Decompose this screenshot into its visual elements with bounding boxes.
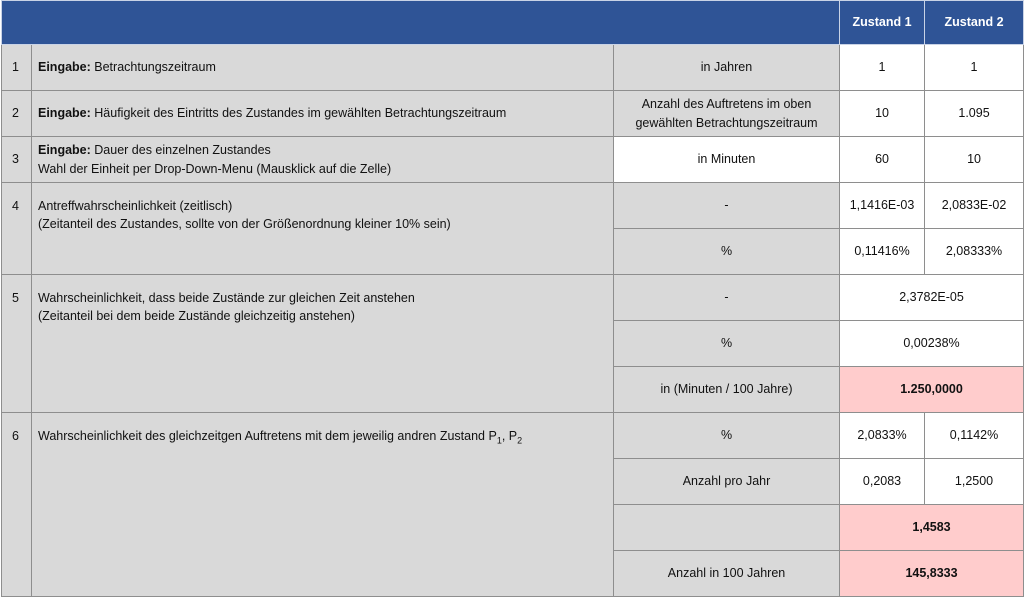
unit-cell: % — [614, 229, 840, 275]
label-separator: , P — [501, 429, 518, 443]
label-text: Betrachtungszeitraum — [90, 60, 216, 75]
unit-cell: % — [614, 413, 840, 459]
unit-dropdown[interactable]: in Minuten — [614, 137, 840, 183]
unit-cell: - — [614, 275, 840, 321]
row-label — [32, 137, 614, 183]
row-label — [32, 413, 614, 597]
input-cell[interactable]: 1 — [925, 45, 1024, 91]
subscript-1: 1 — [496, 435, 502, 446]
unit-cell: Anzahl in 100 Jahren — [614, 551, 840, 597]
unit-line: gewählten Betrachtungszeitraum — [635, 115, 818, 130]
label-bold: Eingabe: — [38, 143, 91, 158]
row-label — [32, 45, 614, 91]
value-cell: 2,08333% — [925, 229, 1024, 275]
unit-cell — [614, 91, 840, 137]
table-row — [2, 45, 1024, 91]
label-text-line2: (Zeitanteil bei dem beide Zustände gleichzeitig anstehen) — [38, 309, 355, 324]
value-cell: 1,2500 — [925, 459, 1024, 505]
label-text-line2: Wahl der Einheit per Drop-Down-Menu (Mausklick auf die Zelle) — [38, 161, 392, 176]
table-row — [2, 137, 1024, 183]
unit-cell: - — [614, 183, 840, 229]
value-cell: 2,0833E-02 — [925, 183, 1024, 229]
value-cell: 0,1142% — [925, 413, 1024, 459]
label-text: Häufigkeit des Eintritts des Zustandes im gewählten Betrachtungszeitraum — [90, 106, 507, 121]
unit-line: Anzahl des Auftretens im oben — [641, 97, 812, 112]
header-zustand-1: Zustand 1 — [840, 1, 925, 45]
row-number: 6 — [2, 413, 32, 597]
unit-cell: in Jahren — [614, 45, 840, 91]
unit-cell: Anzahl pro Jahr — [614, 459, 840, 505]
row-label — [32, 91, 614, 137]
label-text: Wahrscheinlichkeit, dass beide Zustände zur gleichen Zeit anstehen — [38, 291, 415, 305]
row-number: 5 — [2, 275, 32, 413]
label-text: Dauer des einzelnen Zustandes — [90, 143, 271, 158]
label-text: Wahrscheinlichkeit des gleichzeitgen Auftretens mit dem jeweilig andren Zustand P — [38, 429, 497, 443]
label-text: Antreffwahrscheinlichkeit (zeitlisch) — [38, 199, 233, 213]
label-text-line2: (Zeitanteil des Zustandes, sollte von der Größenordnung kleiner 10% sein) — [38, 217, 451, 232]
unit-cell: in (Minuten / 100 Jahre) — [614, 367, 840, 413]
input-cell[interactable]: 1 — [840, 45, 925, 91]
value-cell: 2,3782E-05 — [840, 275, 1024, 321]
table-row — [2, 275, 1024, 321]
value-cell: 2,0833% — [840, 413, 925, 459]
unit-cell-empty — [614, 505, 840, 551]
result-cell: 1,4583 — [840, 505, 1024, 551]
header-empty-cell — [2, 1, 840, 45]
value-cell: 0,2083 — [840, 459, 925, 505]
label-bold: Eingabe: — [38, 60, 91, 75]
value-cell: 1,1416E-03 — [840, 183, 925, 229]
header-zustand-2: Zustand 2 — [925, 1, 1024, 45]
row-number: 2 — [2, 91, 32, 137]
row-label — [32, 275, 614, 413]
value-cell: 0,11416% — [840, 229, 925, 275]
input-cell[interactable]: 10 — [925, 137, 1024, 183]
row-label — [32, 183, 614, 275]
unit-cell: % — [614, 321, 840, 367]
subscript-2: 2 — [517, 435, 523, 446]
input-cell[interactable]: 10 — [840, 91, 925, 137]
row-number: 3 — [2, 137, 32, 183]
table-row — [2, 413, 1024, 459]
result-cell: 145,8333 — [840, 551, 1024, 597]
calculation-table — [1, 0, 1024, 597]
input-cell[interactable]: 1.095 — [925, 91, 1024, 137]
row-number: 4 — [2, 183, 32, 275]
input-cell[interactable]: 60 — [840, 137, 925, 183]
value-cell: 0,00238% — [840, 321, 1024, 367]
label-bold: Eingabe: — [38, 106, 91, 121]
table-header-row — [2, 1, 1024, 45]
row-number: 1 — [2, 45, 32, 91]
table-row — [2, 91, 1024, 137]
table-row — [2, 183, 1024, 229]
result-cell: 1.250,0000 — [840, 367, 1024, 413]
